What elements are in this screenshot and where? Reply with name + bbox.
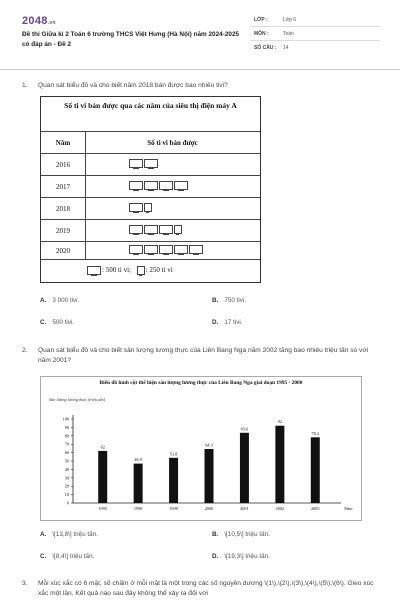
site-logo[interactable]: 2048.vn xyxy=(22,15,56,27)
data-label: 64.3 xyxy=(205,442,213,448)
y-tick-label: 60 xyxy=(64,450,69,456)
q1-option-d[interactable]: D. 17 tivi. xyxy=(212,319,243,326)
tv-full-icon xyxy=(144,181,158,192)
x-tick-label: 2000 xyxy=(204,506,214,511)
tv-full-icon xyxy=(144,225,158,236)
y-tick-label: 30 xyxy=(64,475,69,481)
y-tick-label: 10 xyxy=(64,492,69,498)
tv-full-icon xyxy=(159,245,173,256)
data-label: 62 xyxy=(100,444,105,450)
table-row: 2016 xyxy=(41,153,260,176)
tv-full-icon xyxy=(144,159,158,170)
tv-half-icon xyxy=(137,266,145,277)
bar xyxy=(98,451,107,503)
data-label: 83.6 xyxy=(240,426,249,432)
tv-full-icon xyxy=(144,245,158,256)
table-row: 2018 xyxy=(41,197,260,220)
chart-svg xyxy=(41,377,361,520)
q2-option-b[interactable]: B. \[10,5\] triệu tấn. xyxy=(212,531,270,538)
q2-option-d[interactable]: D. \[19,3\] triệu tấn. xyxy=(212,553,270,560)
x-tick-label: 1999 xyxy=(169,506,178,511)
x-tick-label: 2005 xyxy=(310,506,320,511)
q2-option-c[interactable]: C. \[8,4\] triệu tấn. xyxy=(40,553,95,560)
tv-full-icon xyxy=(87,266,101,277)
table-row: 2020 xyxy=(41,241,260,260)
tv-full-icon xyxy=(129,225,143,236)
chart-x-label: Năm xyxy=(344,506,353,511)
table-row: 2019 xyxy=(41,219,260,242)
y-tick-label: 0 xyxy=(66,500,69,506)
data-label: 92 xyxy=(277,419,283,425)
tv-half-icon xyxy=(174,225,182,236)
bar xyxy=(134,464,143,503)
table-header-row: Năm Số ti vi bán được xyxy=(41,131,260,154)
table-caption: Số ti vi bán được qua các năm của siêu thị điện máy A xyxy=(64,101,237,110)
y-tick-label: 40 xyxy=(64,466,69,472)
tv-half-icon xyxy=(144,203,152,214)
chart-title: Biểu đồ hình cột thể hiện sản lượng lương thực của Liên Bang Nga giai đoạn 1995 - 2000 xyxy=(99,380,303,386)
exam-title: Đề thi Giữa kì 2 Toán 6 trường THCS Việt Hưng (Hà Nội) năm 2024-2025 có đáp án - Đề 2 xyxy=(22,31,240,48)
y-tick-label: 80 xyxy=(64,433,69,439)
tv-full-icon xyxy=(174,245,188,256)
y-tick-label: 70 xyxy=(64,441,69,447)
q1-option-b[interactable]: B. 750 tivi. xyxy=(212,297,247,304)
tv-full-icon xyxy=(159,225,173,236)
tv-full-icon xyxy=(189,245,203,256)
data-label: 78.2 xyxy=(311,430,320,436)
x-tick-label: 1995 xyxy=(98,506,108,511)
table-legend: : 500 ti vi; : 250 ti vi xyxy=(41,259,260,283)
tv-full-icon xyxy=(129,245,143,256)
bar xyxy=(240,433,249,503)
tv-full-icon xyxy=(129,203,143,214)
question-1-text: Quan sát biểu đồ và cho biết năm 2018 bán được bao nhiêu tivi? xyxy=(38,82,228,89)
q2-option-a[interactable]: A. \[13,8\] triệu tấn. xyxy=(40,531,98,538)
table-row: 2017 xyxy=(41,175,260,198)
question-3-text: Mỗi xúc xắc có 6 mặt, số chấm ở mỗi mặt là một trong các số nguyên dương \(1\),\(2\),\(3\),\(4\),\(5\),\(6\). Gieo xúc xắc một lần. Kết quả nào sau đây không thể xảy ra đối với xyxy=(38,580,374,597)
data-label: 46.9 xyxy=(134,457,142,463)
bar xyxy=(169,458,178,503)
tv-full-icon xyxy=(174,181,188,192)
q1-option-a[interactable]: A. 3 000 tivi. xyxy=(40,297,80,304)
tv-full-icon xyxy=(159,181,173,192)
x-tick-label: 2001 xyxy=(240,506,249,511)
bar xyxy=(311,437,320,503)
y-tick-label: 50 xyxy=(64,458,69,464)
q1-option-c[interactable]: C. 500 tivi. xyxy=(40,319,75,326)
y-tick-label: 20 xyxy=(64,483,69,489)
tv-full-icon xyxy=(129,159,143,170)
data-label: 53.8 xyxy=(169,451,178,457)
header-divider xyxy=(0,69,400,70)
bar xyxy=(275,426,284,503)
x-tick-label: 2002 xyxy=(275,506,285,511)
chart-y-label: Sản lượng lương thực (triệu tấn) xyxy=(49,397,106,402)
page-header: 2048.vn Đề thi Giữa kì 2 Toán 6 trường THCS Việt Hưng (Hà Nội) năm 2024-2025 có đáp án - Đề 2 LỚP : Lớp 6 MÔN : Toán SỐ CÂU : 14 xyxy=(0,0,400,62)
x-tick-label: 1998 xyxy=(133,506,143,511)
tv-sales-table xyxy=(40,96,261,283)
y-tick-label: 90 xyxy=(64,424,69,430)
tv-full-icon xyxy=(129,181,143,192)
bar xyxy=(205,449,214,503)
food-production-chart xyxy=(40,376,362,521)
question-2-text: Quan sát biểu đồ và cho biết sản lượng lương thực của Liên Bang Nga năm 2002 tăng bao nhiêu triệu tấn so với năm 2001? xyxy=(38,347,369,364)
y-tick-label: 100 xyxy=(62,416,69,422)
